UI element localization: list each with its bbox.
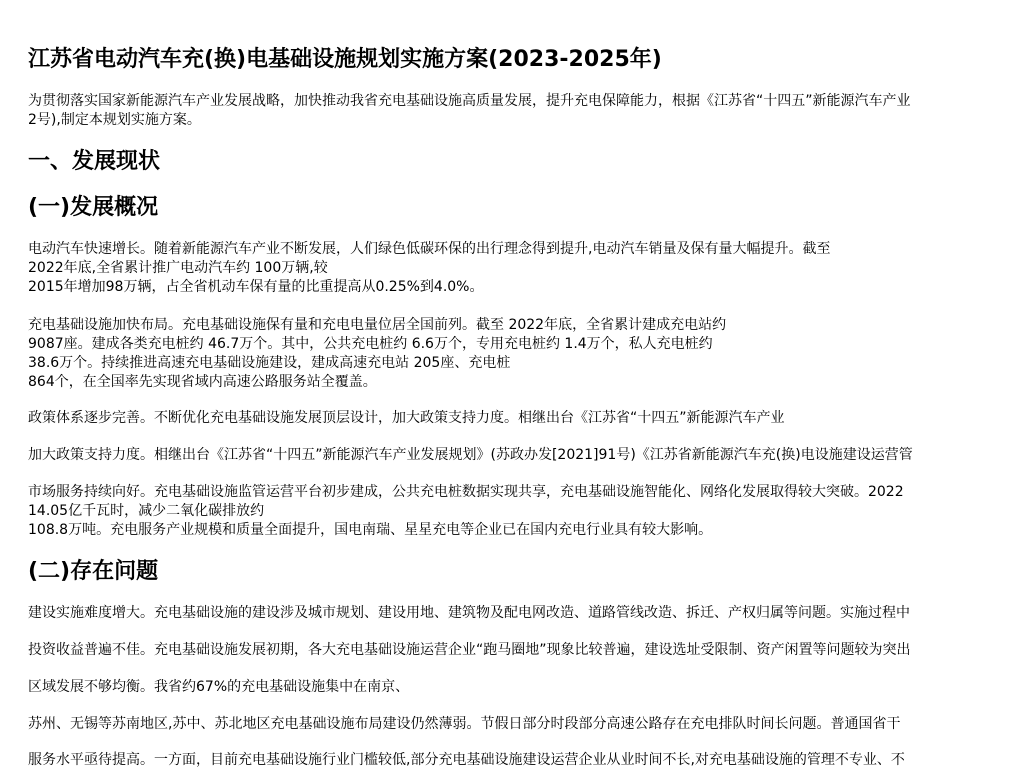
section-heading: 一、发展现状 — [28, 149, 161, 174]
paragraph-line: 9087座。建成各类充电桩约 46.7万个。其中，公共充电桩约 6.6万个，专用充电桩约 1.4万个，私人充电桩约 — [28, 336, 713, 352]
paragraph-line: 建设实施难度增大。充电基础设施的建设涉及城市规划、建设用地、建筑物及配电网改造、道路管线改造、拆迁、产权归属等问题。实施过程中 — [28, 605, 910, 621]
subsection-heading: (一)发展概况 — [28, 195, 159, 220]
paragraph-line: 2022年底,全省累计推广电动汽车约 100万辆,较 — [28, 260, 328, 276]
document-title: 江苏省电动汽车充(换)电基础设施规划实施方案(2023-2025年) — [28, 47, 662, 72]
paragraph-line: 电动汽车快速增长。随着新能源汽车产业不断发展，人们绿色低碳环保的出行理念得到提升,电动汽车销量及保有量大幅提升。截至 — [28, 241, 831, 257]
paragraph-line: 38.6万个。持续推进高速充电基础设施建设，建成高速充电站 205座、充电桩 — [28, 355, 511, 371]
paragraph-line: 市场服务持续向好。充电基础设施监管运营平台初步建成，公共充电桩数据实现共享，充电基础设施智能化、网络化发展取得较大突破。2022 — [28, 484, 904, 500]
paragraph-line: 加大政策支持力度。相继出台《江苏省“十四五”新能源汽车产业发展规划》(苏政办发[2021]91号)《江苏省新能源汽车充(换)电设施建设运营管 — [28, 447, 913, 463]
paragraph-line: 864个，在全国率先实现省域内高速公路服务站全覆盖。 — [28, 374, 377, 390]
paragraph-line: 苏州、无锡等苏南地区,苏中、苏北地区充电基础设施布局建设仍然薄弱。节假日部分时段部分高速公路存在充电排队时间长问题。普通国省干 — [28, 716, 901, 732]
paragraph-line: 投资收益普遍不佳。充电基础设施发展初期，各大充电基础设施运营企业“跑马圈地”现象比较普遍，建设选址受限制、资产闲置等问题较为突出 — [28, 642, 911, 658]
paragraph-line: 区域发展不够均衡。我省约67%的充电基础设施集中在南京、 — [28, 679, 410, 695]
paragraph-line: 充电基础设施加快布局。充电基础设施保有量和充电电量位居全国前列。截至 2022年底，全省累计建成充电站约 — [28, 317, 727, 333]
intro-line-2: 2号),制定本规划实施方案。 — [28, 112, 201, 128]
paragraph-line: 2015年增加98万辆，占全省机动车保有量的比重提高从0.25%到4.0%。 — [28, 279, 484, 295]
paragraph-line: 服务水平亟待提高。一方面，目前充电基础设施行业门槛较低,部分充电基础设施建设运营企业从业时间不长,对充电基础设施的管理不专业、不 — [28, 752, 905, 768]
intro-line-1: 为贯彻落实国家新能源汽车产业发展战略，加快推动我省充电基础设施高质量发展，提升充电保障能力，根据《江苏省“十四五”新能源汽车产业 — [28, 93, 911, 109]
paragraph-line: 政策体系逐步完善。不断优化充电基础设施发展顶层设计，加大政策支持力度。相继出台《江苏省“十四五”新能源汽车产业 — [28, 410, 785, 426]
subsection-heading: (二)存在问题 — [28, 559, 159, 584]
paragraph-line: 108.8万吨。充电服务产业规模和质量全面提升，国电南瑞、星星充电等企业已在国内充电行业具有较大影响。 — [28, 522, 713, 538]
document-page — [28, 0, 1024, 768]
paragraph-line: 14.05亿千瓦时，减少二氧化碳排放约 — [28, 503, 265, 519]
